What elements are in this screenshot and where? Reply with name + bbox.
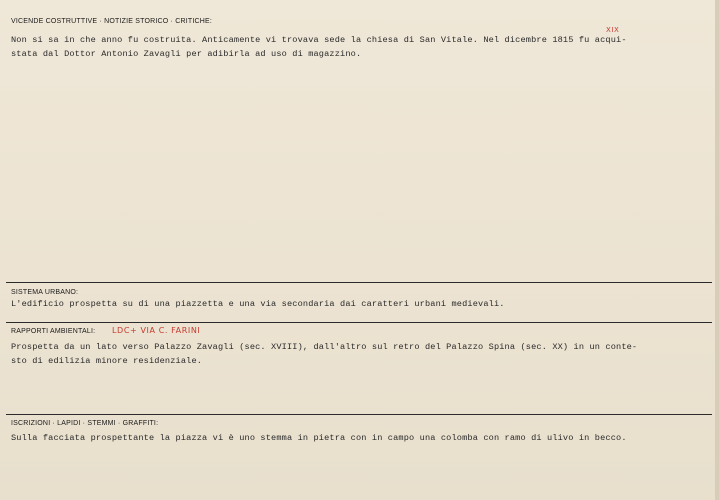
paper-edge [715,0,719,500]
vicende-label: VICENDE COSTRUTTIVE · NOTIZIE STORICO · CRITICHE: [11,18,213,25]
section-divider-3 [6,414,712,415]
section-divider-1 [6,282,712,283]
rapporti-line-2: sto di edilizia minore residenziale. [11,356,203,366]
rapporti-line-1: Prospetta da un lato verso Palazzo Zavagli (sec. XVIII), dall'altro sul retro del Palazzo Spina (sec. XX) in un conte- [11,342,638,352]
iscrizioni-line-1: Sulla facciata prospettante la piazza vi è uno stemma in pietra con in campo una colomba con ramo di ulivo in becco. [11,433,627,443]
rapporti-label: RAPPORTI AMBIENTALI: [11,328,96,335]
sistema-line-1: L'edificio prospetta su di una piazzetta e una via secondaria dai caratteri urbani medievali. [11,299,505,309]
vicende-line-2: stata dal Dottor Antonio Zavagli per adibirla ad uso di magazzino. [11,49,362,59]
sistema-label: SISTEMA URBANO: [11,289,79,296]
rapporti-annotation: LDC+ VIA C. FARINI [112,326,201,335]
section-divider-2 [6,322,712,323]
iscrizioni-label: ISCRIZIONI · LAPIDI · STEMMI · GRAFFITI: [11,420,159,427]
vicende-line-1: Non si sa in che anno fu costruita. Anticamente vi trovava sede la chiesa di San Vitale. Nel dicembre 1815 fu acqui- [11,35,627,45]
vicende-annotation: XIX [606,26,620,34]
